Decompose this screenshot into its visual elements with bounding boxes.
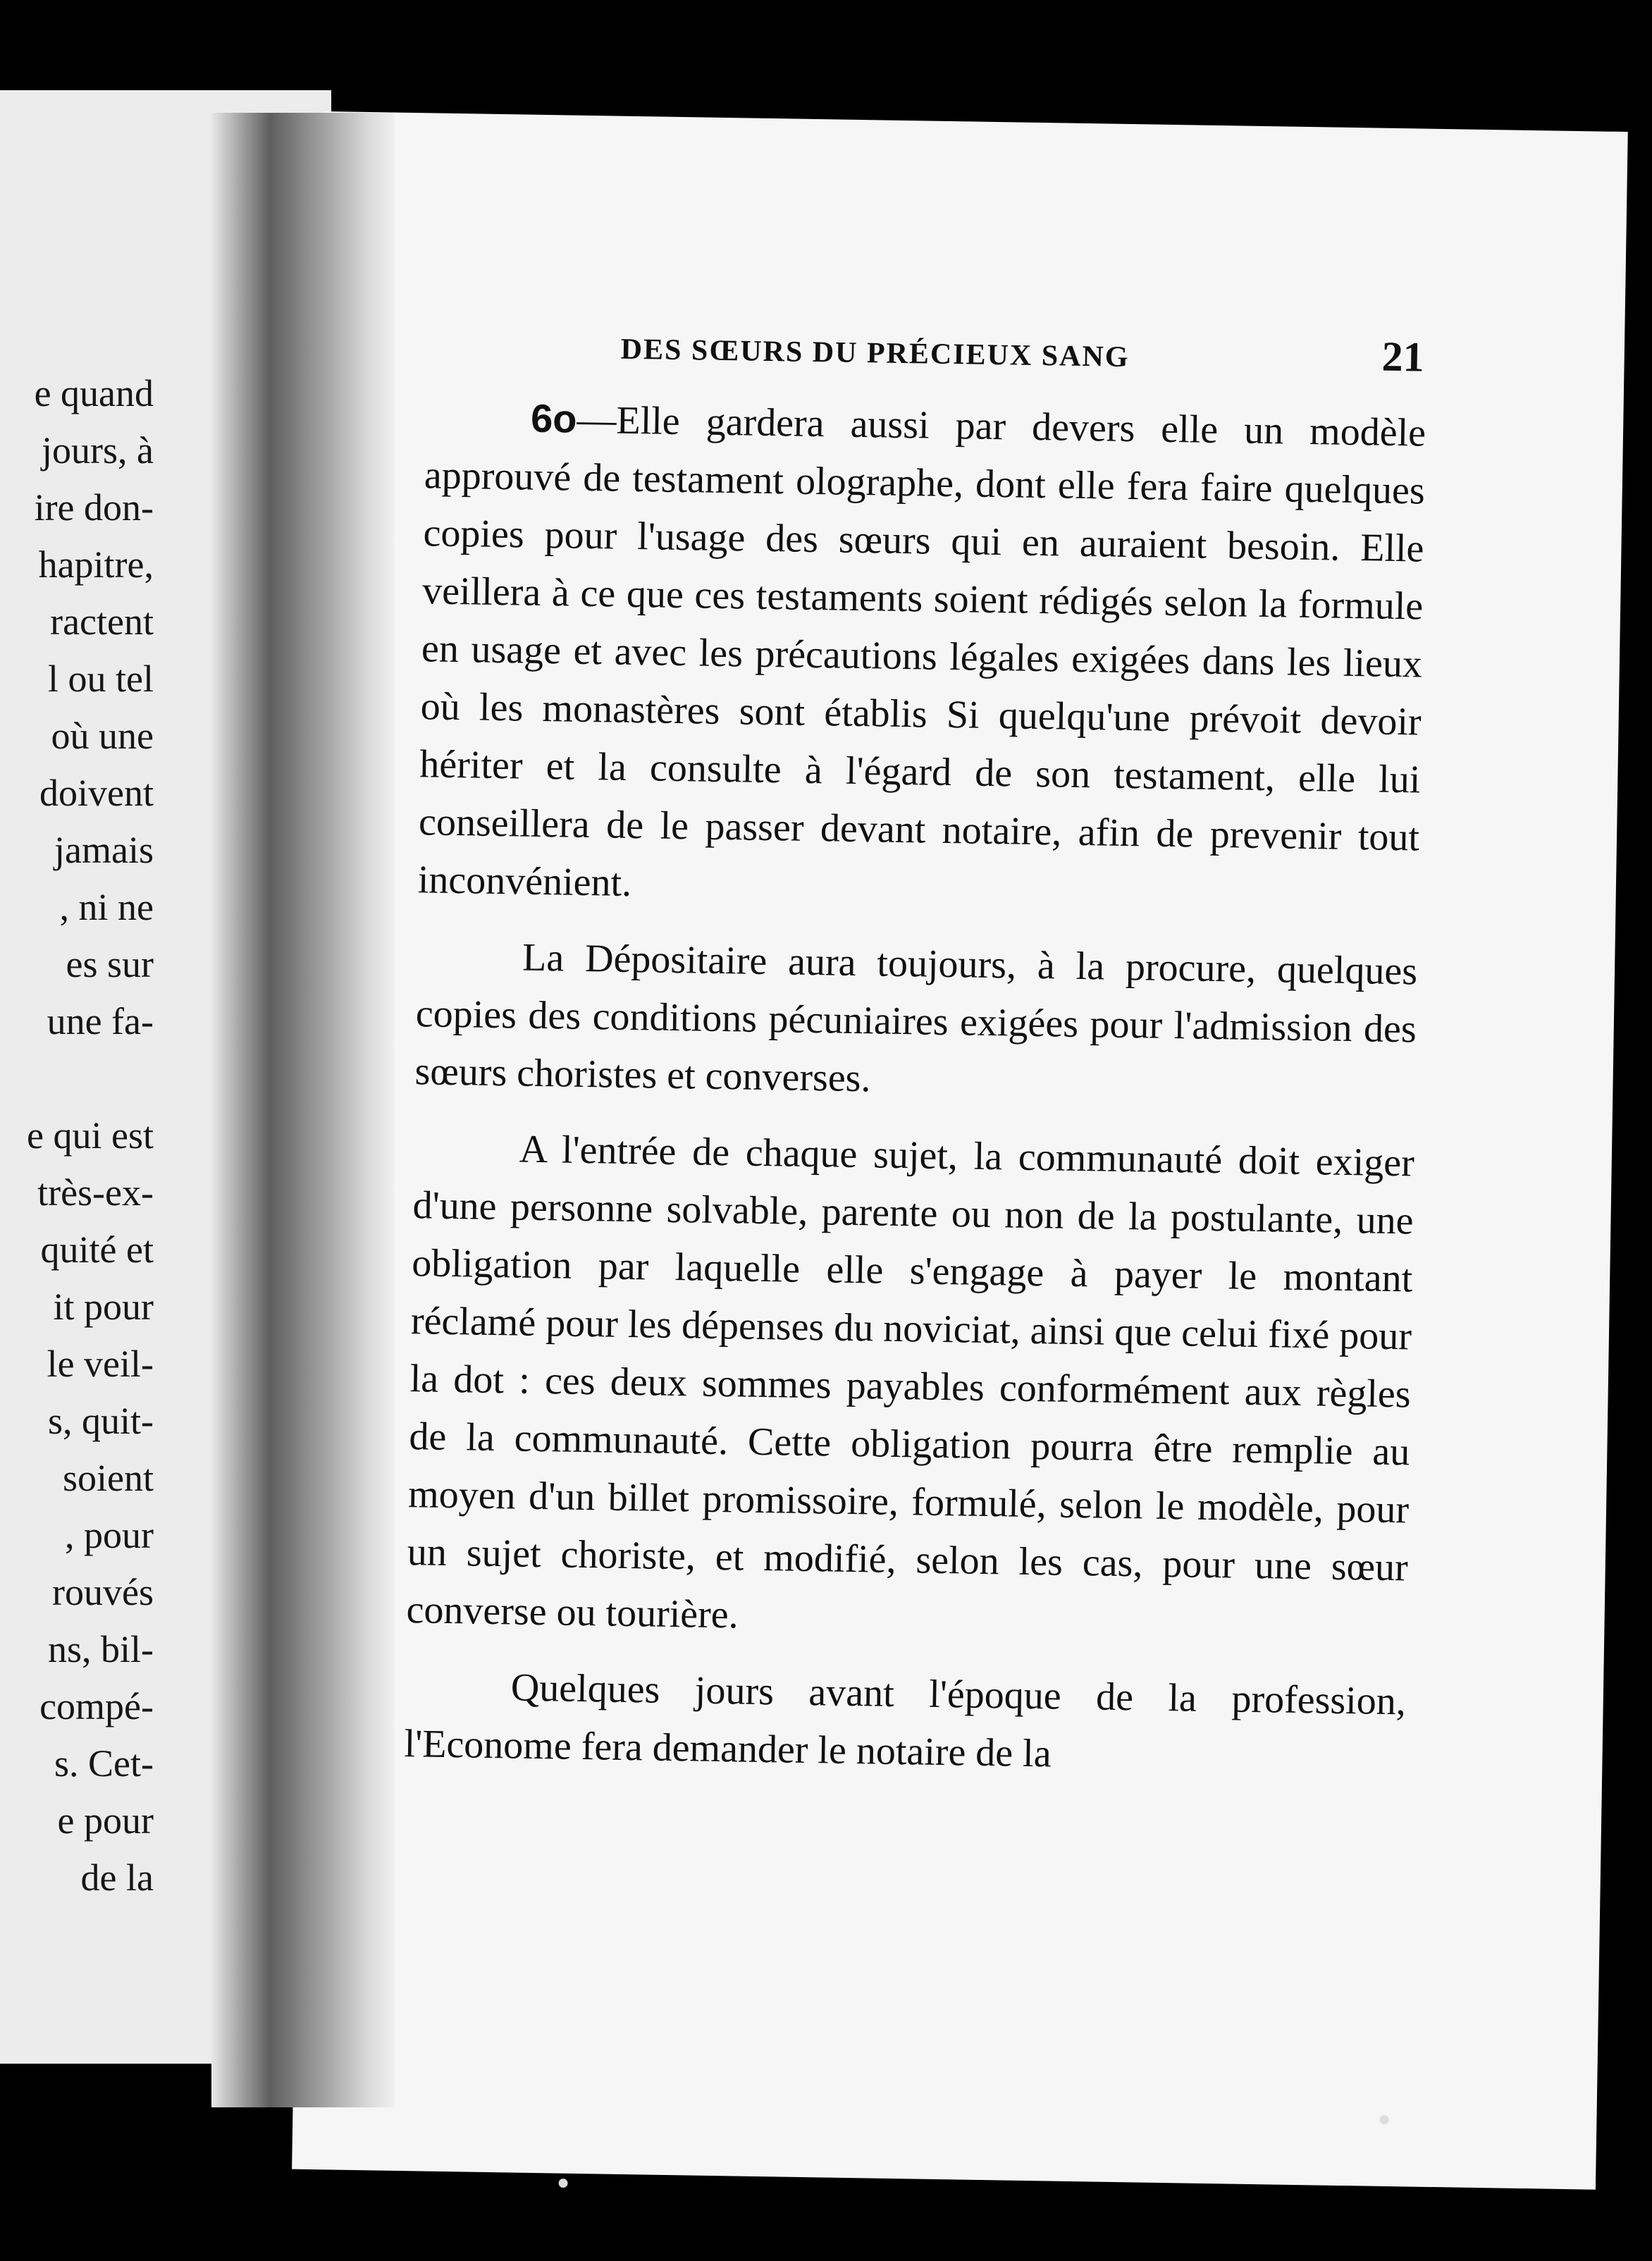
dust-speck: ●	[1378, 2107, 1391, 2131]
left-line	[0, 1050, 154, 1107]
left-line: soient	[63, 1457, 154, 1499]
left-line: jours, à	[42, 429, 154, 472]
left-line: e quand	[34, 372, 154, 414]
left-line: compé-	[39, 1685, 154, 1727]
left-line: le veil-	[47, 1343, 154, 1385]
right-page	[292, 111, 1628, 2190]
left-line: es sur	[66, 943, 154, 985]
left-page-text	[0, 365, 154, 1906]
page-number: 21	[1381, 333, 1425, 381]
left-line: jamais	[54, 829, 154, 871]
left-line: e pour	[57, 1799, 154, 1842]
paragraph	[404, 1657, 1406, 1788]
paragraph-text: A l'entrée de chaque sujet, la communauté doit exiger d'une personne solvable, parente ou non de la postulante, une obligation par laquelle elle s'engage à payer le montant réclamé pour les dépenses du noviciat, ainsi que celui fixé pour la dot : ces deux sommes payables conformément aux règles de la communauté. Cette obligation pourra être remplie au moyen d'un billet promissoire, formulé, selon le modèle, pour un sujet choriste, et modifié, selon les cas, pour une sœur converse ou tourière.	[406, 1127, 1415, 1637]
left-line: s, quit-	[47, 1400, 154, 1442]
left-line: où une	[51, 715, 154, 757]
left-line: hapitre,	[38, 543, 154, 586]
left-line: s. Cet-	[54, 1742, 154, 1785]
paragraph	[414, 927, 1418, 1116]
left-line: une fa-	[47, 1000, 154, 1042]
body-text	[404, 388, 1426, 1806]
left-line: ire don-	[34, 486, 154, 529]
left-line: it pour	[53, 1286, 154, 1328]
left-line: ractent	[50, 600, 154, 643]
left-line: l ou tel	[48, 658, 154, 700]
left-line: ns, bil-	[47, 1628, 154, 1670]
running-header	[620, 321, 1424, 382]
left-line: de la	[80, 1856, 154, 1899]
left-line: rouvés	[52, 1571, 154, 1613]
paragraph	[417, 388, 1426, 924]
header-title: DES SŒURS DU PRÉCIEUX SANG	[620, 333, 1130, 374]
paragraph-text: —Elle gardera aussi par devers elle un modèle approuvé de testament olographe, dont elle fera faire quelques copies pour l'usage des sœurs qui en auraient besoin. Elle veillera à ce que ces testaments soient rédigés selon la formule en usage et avec les précautions légales exigées dans les lieux où les monastères sont établis Si quelqu'une prévoit devoir hériter et la consulte à l'égard de son testament, elle lui conseillera de le passer devant notaire, afin de prevenir tout inconvénient.	[417, 398, 1426, 905]
left-line: quité et	[40, 1228, 154, 1271]
paragraph	[406, 1119, 1414, 1654]
left-line: , ni ne	[59, 886, 154, 928]
paragraph-text: Quelques jours avant l'époque de la profession, l'Econome fera demander le notaire de la	[404, 1665, 1407, 1776]
dust-speck: ●	[557, 2171, 570, 2194]
left-line: très-ex-	[37, 1171, 154, 1214]
paragraph-text: La Dépositaire aura toujours, à la procure, quelques copies des conditions pécuniaires exigées pour l'admission des sœurs choristes et converses.	[414, 935, 1418, 1101]
book-gutter	[211, 113, 395, 2107]
article-number: 6o	[530, 395, 578, 441]
left-line: e qui est	[27, 1114, 154, 1157]
left-line: doivent	[39, 772, 154, 814]
left-line: , pour	[65, 1514, 154, 1556]
